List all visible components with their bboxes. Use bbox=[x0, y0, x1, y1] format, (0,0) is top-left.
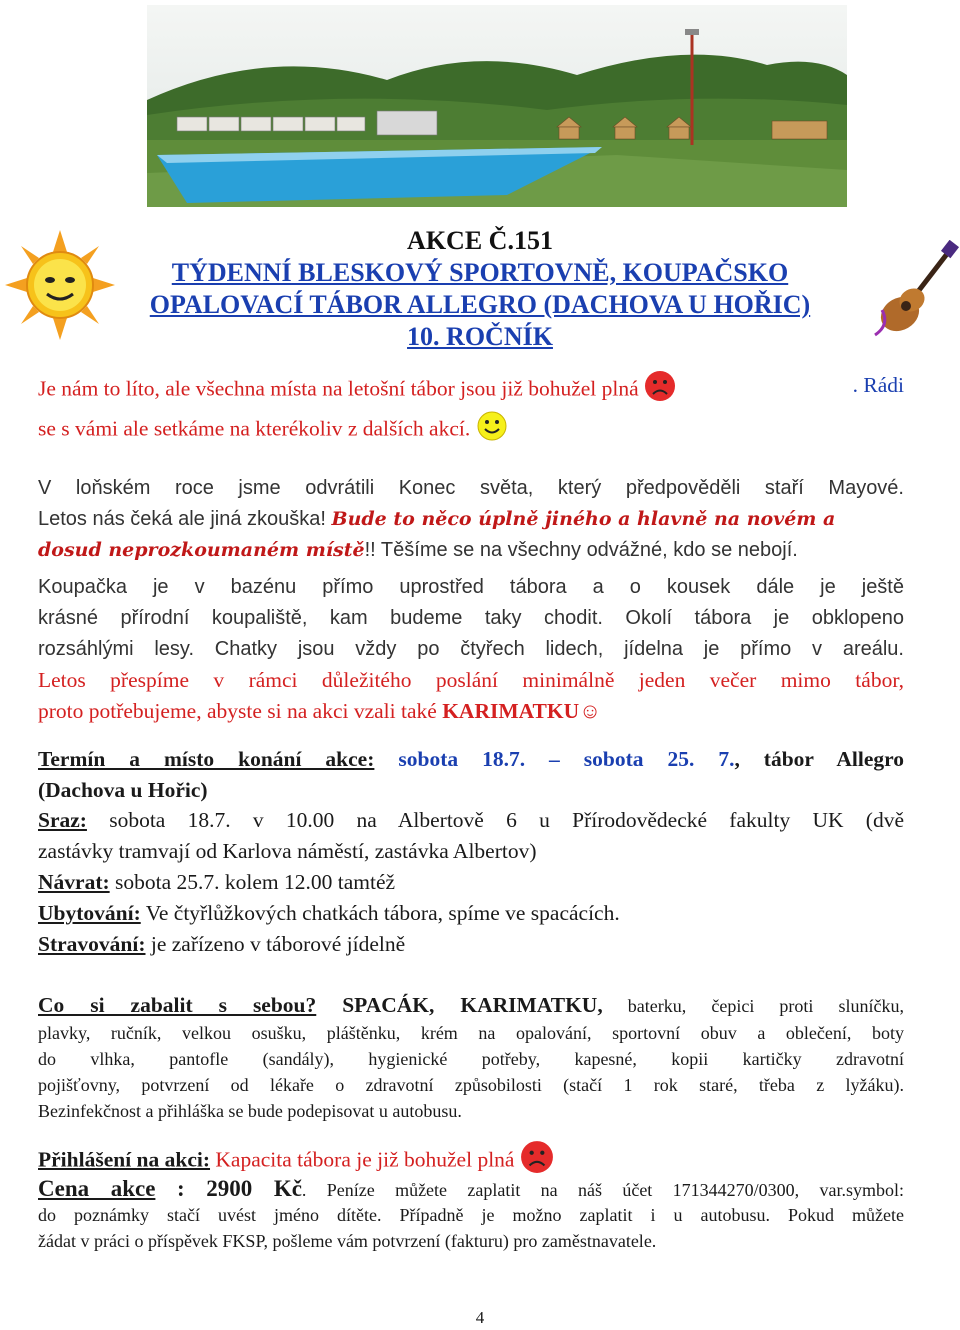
price-line-3: žádat v práci o příspěvek FKSP, pošleme vám potvrzení (fakturu) pro zaměstnavatele. bbox=[38, 1231, 657, 1251]
intro-line-2: se s vámi ale setkáme na kterékoliv z dalších akcí. bbox=[38, 410, 904, 451]
ubytovani-label: Ubytování: bbox=[38, 901, 141, 925]
intro-line-1 bbox=[38, 370, 904, 411]
signup-line: Přihlášení na akci: Kapacita tábora je již bohužel plná bbox=[38, 1140, 904, 1183]
price-label: Cena akce bbox=[38, 1176, 156, 1201]
termin-location: (Dachova u Hořic) bbox=[38, 778, 208, 802]
sraz-line-2: zastávky tramvají od Karlova náměstí, zastávka Albertov) bbox=[38, 839, 537, 863]
signup-label: Přihlášení na akci: bbox=[38, 1147, 211, 1172]
camp-pool-photo bbox=[147, 5, 847, 207]
packing-label: Co si zabalit s sebou? bbox=[38, 993, 317, 1017]
story-line-4: Koupačka je v bazénu přímo uprostřed tábora a o kousek dále je ještě bbox=[38, 576, 904, 598]
event-title-line-1: TÝDENNÍ BLESKOVÝ SPORTOVNĚ, KOUPAČSKO bbox=[171, 258, 789, 287]
packing-line-2: plavky, ručník, velkou osušku, pláštěnku, krém na opalování, sportovní obuv a oblečení, boty bbox=[38, 1023, 904, 1043]
event-edition: 10. ROČNÍK bbox=[407, 322, 553, 351]
full-capacity-text: Je nám to líto, ale všechna místa na letošní tábor jsou již bohužel plná bbox=[38, 376, 639, 401]
intro-glad-text: . Rádi bbox=[852, 373, 904, 397]
navrat-line: Návrat: sobota 25.7. kolem 12.00 tamtéž bbox=[38, 870, 396, 894]
termin-line: Termín a místo konání akce: sobota 18.7. – sobota 25. 7., tábor Allegro bbox=[38, 747, 905, 771]
karimatka-emphasis: KARIMATKU☺ bbox=[442, 699, 602, 723]
sraz-line: Sraz: sobota 18.7. v 10.00 na Albertově 6 u Přírodovědecké fakulty UK (dvě bbox=[38, 808, 904, 832]
sraz-label: Sraz: bbox=[38, 808, 87, 832]
packing-line-3: do vlhka, pantofle (sandály), hygienické potřeby, kapesné, kopii kartičky zdravotní bbox=[38, 1049, 904, 1069]
packing-line-1: Co si zabalit s sebou? SPACÁK, KARIMATKU, baterku, čepici proti sluníčku, bbox=[38, 993, 904, 1017]
price-line-1: Cena akce : 2900 Kč. Peníze můžete zaplatit na náš účet 171344270/0300, var.symbol: bbox=[38, 1176, 904, 1201]
ubytovani-line: Ubytování: Ve čtyřlůžkových chatkách tábora, spíme ve spacácích. bbox=[38, 901, 620, 925]
story-line-5: krásné přírodní koupaliště, kam budeme taky chodit. Okolí tábora je obklopeno bbox=[38, 607, 904, 629]
sad-face-icon bbox=[644, 370, 676, 411]
story-line-2: Letos nás čeká ale jiná zkouška! Bude to něco úplně jiného a hlavně na novém a bbox=[38, 508, 836, 530]
story-highlight-2: dosud neprozkoumaném místě bbox=[38, 539, 365, 561]
event-number-title: AKCE Č.151 bbox=[407, 226, 553, 255]
navrat-label: Návrat: bbox=[38, 870, 110, 894]
termin-label: Termín a místo konání akce: bbox=[38, 747, 375, 771]
happy-face-icon bbox=[476, 410, 508, 451]
stravovani-line: Stravování: je zařízeno v táborové jídelně bbox=[38, 932, 406, 956]
story-line-7: Letos přespíme v rámci důležitého poslání minimálně jeden večer mimo tábor, bbox=[38, 668, 904, 692]
page-number: 4 bbox=[475, 1308, 485, 1327]
price-line-2: do poznámky stačí uvést jméno dítěte. Případně je možno zaplatit i u autobusu. Pokud můžete bbox=[38, 1205, 904, 1225]
story-line-1: V loňském roce jsme odvrátili Konec světa, který předpověděli staří Mayové. bbox=[38, 477, 904, 499]
packing-line-4: pojišťovny, potvrzení od lékaře o zdravotní způsobilosti (stačí 1 rok staré, třeba z lyžáku). bbox=[38, 1075, 904, 1095]
story-highlight-1: Bude to něco úplně jiného a hlavně na novém a bbox=[331, 508, 836, 530]
termin-dates: sobota 18.7. – sobota 25. 7. bbox=[398, 747, 735, 771]
price-value: : 2900 Kč bbox=[155, 1176, 302, 1201]
packing-line-5: Bezinfekčnost a přihláška se bude podepisovat u autobusu. bbox=[38, 1101, 462, 1121]
event-title-line-2: OPALOVACÍ TÁBOR ALLEGRO (DACHOVA U HOŘIC) bbox=[149, 290, 811, 319]
story-line-8: proto potřebujeme, abyste si na akci vzali také KARIMATKU☺ bbox=[38, 699, 602, 723]
story-line-3: dosud neprozkoumaném místě!! Těšíme se na všechny odvážné, kdo se nebojí. bbox=[38, 539, 798, 561]
story-line-6: rozsáhlými lesy. Chatky jsou vždy po čtyřech lidech, jídelna je přímo v areálu. bbox=[38, 638, 904, 660]
stravovani-label: Stravování: bbox=[38, 932, 146, 956]
